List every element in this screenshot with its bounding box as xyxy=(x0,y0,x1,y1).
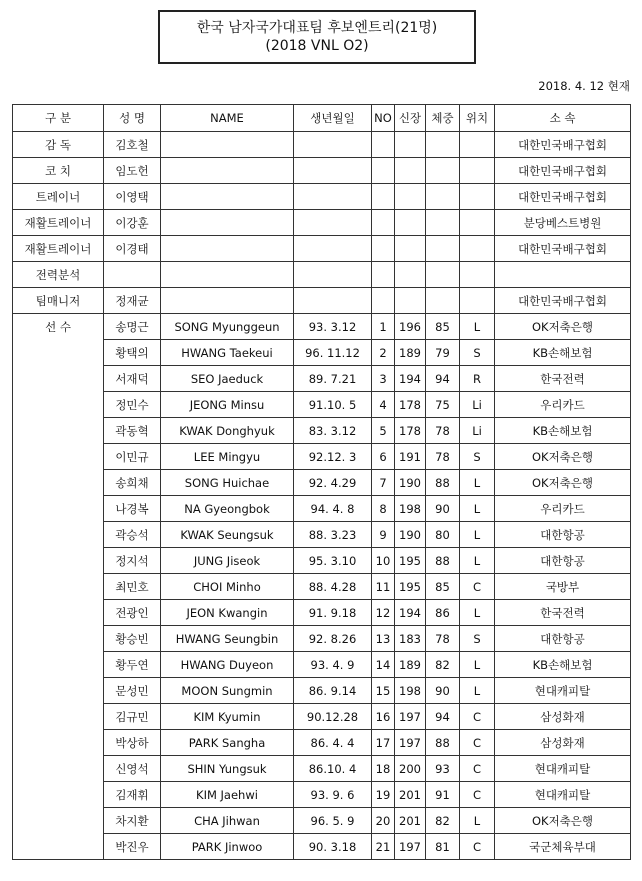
player-row xyxy=(13,314,631,340)
player-name: 황승빈 xyxy=(104,626,161,652)
empty-cell xyxy=(372,236,395,262)
player-dob: 95. 3.10 xyxy=(294,548,372,574)
empty-cell xyxy=(161,184,294,210)
header-category: 구 분 xyxy=(13,105,104,132)
player-weight: 85 xyxy=(426,314,460,340)
player-weight: 78 xyxy=(426,418,460,444)
player-number: 20 xyxy=(372,808,395,834)
player-dob: 94. 4. 8 xyxy=(294,496,372,522)
player-name-en: SHIN Yungsuk xyxy=(161,756,294,782)
player-name: 곽승석 xyxy=(104,522,161,548)
player-team: 삼성화재 xyxy=(495,730,631,756)
empty-cell xyxy=(395,236,426,262)
staff-team: 대한민국배구협회 xyxy=(495,236,631,262)
player-team: 한국전력 xyxy=(495,600,631,626)
staff-row xyxy=(13,158,631,184)
empty-cell xyxy=(372,158,395,184)
empty-cell xyxy=(426,184,460,210)
player-name-en: CHA Jihwan xyxy=(161,808,294,834)
player-name-en: CHOI Minho xyxy=(161,574,294,600)
staff-row xyxy=(13,236,631,262)
player-height: 183 xyxy=(395,626,426,652)
player-dob: 91.10. 5 xyxy=(294,392,372,418)
staff-name: 김호철 xyxy=(104,132,161,158)
empty-cell xyxy=(426,262,460,288)
player-team: OK저축은행 xyxy=(495,444,631,470)
player-category xyxy=(13,600,104,626)
empty-cell xyxy=(395,288,426,314)
player-row xyxy=(13,522,631,548)
player-position: L xyxy=(460,600,495,626)
player-name: 문성민 xyxy=(104,678,161,704)
empty-cell xyxy=(161,132,294,158)
player-position: C xyxy=(460,730,495,756)
player-name-en: JEONG Minsu xyxy=(161,392,294,418)
player-row xyxy=(13,626,631,652)
player-category xyxy=(13,470,104,496)
player-category xyxy=(13,340,104,366)
player-category xyxy=(13,496,104,522)
player-weight: 88 xyxy=(426,730,460,756)
player-team: KB손해보험 xyxy=(495,418,631,444)
player-name: 김재휘 xyxy=(104,782,161,808)
player-dob: 86. 9.14 xyxy=(294,678,372,704)
player-row xyxy=(13,756,631,782)
player-category xyxy=(13,678,104,704)
staff-row xyxy=(13,262,631,288)
player-weight: 78 xyxy=(426,626,460,652)
player-position: C xyxy=(460,574,495,600)
player-position: L xyxy=(460,652,495,678)
player-category xyxy=(13,652,104,678)
player-number: 1 xyxy=(372,314,395,340)
player-weight: 90 xyxy=(426,678,460,704)
empty-cell xyxy=(294,236,372,262)
player-number: 10 xyxy=(372,548,395,574)
player-position: L xyxy=(460,548,495,574)
player-name-en: SONG Myunggeun xyxy=(161,314,294,340)
player-dob: 88. 3.23 xyxy=(294,522,372,548)
player-height: 189 xyxy=(395,340,426,366)
player-weight: 75 xyxy=(426,392,460,418)
player-name: 박진우 xyxy=(104,834,161,860)
player-row xyxy=(13,548,631,574)
player-category xyxy=(13,366,104,392)
staff-name: 이경태 xyxy=(104,236,161,262)
empty-cell xyxy=(372,210,395,236)
player-name-en: KIM Jaehwi xyxy=(161,782,294,808)
player-position: C xyxy=(460,756,495,782)
player-name-en: KWAK Seungsuk xyxy=(161,522,294,548)
player-name-en: HWANG Taekeui xyxy=(161,340,294,366)
document-title-box xyxy=(158,10,476,64)
player-name-en: KWAK Donghyuk xyxy=(161,418,294,444)
player-category xyxy=(13,444,104,470)
player-dob: 90. 3.18 xyxy=(294,834,372,860)
player-team: 대한항공 xyxy=(495,522,631,548)
player-number: 12 xyxy=(372,600,395,626)
player-team: 국군체육부대 xyxy=(495,834,631,860)
player-position: L xyxy=(460,678,495,704)
player-team: 현대캐피탈 xyxy=(495,782,631,808)
empty-cell xyxy=(395,262,426,288)
player-name: 정지석 xyxy=(104,548,161,574)
empty-cell xyxy=(161,262,294,288)
player-name-en: LEE Mingyu xyxy=(161,444,294,470)
player-dob: 83. 3.12 xyxy=(294,418,372,444)
staff-role: 재활트레이너 xyxy=(13,210,104,236)
staff-name xyxy=(104,262,161,288)
empty-cell xyxy=(460,132,495,158)
empty-cell xyxy=(395,184,426,210)
player-category: 선 수 xyxy=(13,314,104,340)
player-weight: 79 xyxy=(426,340,460,366)
header-height: 신장 xyxy=(395,105,426,132)
player-name-en: HWANG Duyeon xyxy=(161,652,294,678)
player-row xyxy=(13,782,631,808)
table-header-row xyxy=(13,105,631,132)
player-height: 201 xyxy=(395,782,426,808)
player-weight: 78 xyxy=(426,444,460,470)
player-row xyxy=(13,366,631,392)
player-number: 18 xyxy=(372,756,395,782)
staff-row xyxy=(13,288,631,314)
player-position: L xyxy=(460,496,495,522)
player-row xyxy=(13,496,631,522)
player-name: 곽동혁 xyxy=(104,418,161,444)
staff-team: 대한민국배구협회 xyxy=(495,132,631,158)
empty-cell xyxy=(395,210,426,236)
player-weight: 91 xyxy=(426,782,460,808)
player-team: 국방부 xyxy=(495,574,631,600)
player-name-en: PARK Sangha xyxy=(161,730,294,756)
player-height: 191 xyxy=(395,444,426,470)
player-dob: 92. 8.26 xyxy=(294,626,372,652)
player-dob: 96. 11.12 xyxy=(294,340,372,366)
player-category xyxy=(13,548,104,574)
player-name-en: JEON Kwangin xyxy=(161,600,294,626)
player-dob: 92. 4.29 xyxy=(294,470,372,496)
player-row xyxy=(13,392,631,418)
player-category xyxy=(13,704,104,730)
header-team: 소 속 xyxy=(495,105,631,132)
player-row xyxy=(13,652,631,678)
header-name-en: NAME xyxy=(161,105,294,132)
empty-cell xyxy=(161,158,294,184)
player-name-en: HWANG Seungbin xyxy=(161,626,294,652)
player-team: OK저축은행 xyxy=(495,808,631,834)
player-team: KB손해보험 xyxy=(495,652,631,678)
player-name: 박상하 xyxy=(104,730,161,756)
staff-role: 트레이너 xyxy=(13,184,104,210)
player-position: L xyxy=(460,808,495,834)
player-row xyxy=(13,600,631,626)
header-no: NO xyxy=(372,105,395,132)
player-number: 4 xyxy=(372,392,395,418)
player-position: L xyxy=(460,470,495,496)
player-name-en: KIM Kyumin xyxy=(161,704,294,730)
player-row xyxy=(13,808,631,834)
player-number: 6 xyxy=(372,444,395,470)
player-position: L xyxy=(460,314,495,340)
player-name: 서재덕 xyxy=(104,366,161,392)
roster-body xyxy=(13,105,631,860)
player-team: OK저축은행 xyxy=(495,470,631,496)
player-weight: 82 xyxy=(426,652,460,678)
empty-cell xyxy=(372,184,395,210)
player-height: 194 xyxy=(395,600,426,626)
empty-cell xyxy=(426,288,460,314)
staff-team xyxy=(495,262,631,288)
player-team: 대한항공 xyxy=(495,626,631,652)
player-height: 196 xyxy=(395,314,426,340)
player-height: 197 xyxy=(395,834,426,860)
player-name: 정민수 xyxy=(104,392,161,418)
player-height: 197 xyxy=(395,704,426,730)
player-height: 200 xyxy=(395,756,426,782)
header-dob: 생년월일 xyxy=(294,105,372,132)
player-number: 19 xyxy=(372,782,395,808)
empty-cell xyxy=(161,236,294,262)
player-name: 송명근 xyxy=(104,314,161,340)
player-team: 대한항공 xyxy=(495,548,631,574)
player-category xyxy=(13,574,104,600)
player-position: C xyxy=(460,782,495,808)
player-position: Li xyxy=(460,392,495,418)
empty-cell xyxy=(372,262,395,288)
as-of-date: 2018. 4. 12 현재 xyxy=(538,79,630,93)
player-dob: 93. 4. 9 xyxy=(294,652,372,678)
player-height: 190 xyxy=(395,522,426,548)
player-name-en: JUNG Jiseok xyxy=(161,548,294,574)
roster-table xyxy=(12,104,631,860)
player-number: 8 xyxy=(372,496,395,522)
empty-cell xyxy=(426,236,460,262)
empty-cell xyxy=(395,132,426,158)
player-dob: 92.12. 3 xyxy=(294,444,372,470)
player-team: 현대캐피탈 xyxy=(495,678,631,704)
player-number: 7 xyxy=(372,470,395,496)
player-row xyxy=(13,704,631,730)
document-subtitle: (2018 VNL O2) xyxy=(265,38,369,54)
empty-cell xyxy=(161,210,294,236)
empty-cell xyxy=(395,158,426,184)
player-name: 최민호 xyxy=(104,574,161,600)
staff-team: 대한민국배구협회 xyxy=(495,184,631,210)
player-weight: 85 xyxy=(426,574,460,600)
player-height: 197 xyxy=(395,730,426,756)
player-position: S xyxy=(460,340,495,366)
player-row xyxy=(13,678,631,704)
player-dob: 93. 3.12 xyxy=(294,314,372,340)
staff-row xyxy=(13,210,631,236)
empty-cell xyxy=(460,236,495,262)
player-position: R xyxy=(460,366,495,392)
player-category xyxy=(13,756,104,782)
staff-role: 감 독 xyxy=(13,132,104,158)
player-name: 신영석 xyxy=(104,756,161,782)
player-name: 김규민 xyxy=(104,704,161,730)
player-dob: 89. 7.21 xyxy=(294,366,372,392)
player-position: S xyxy=(460,444,495,470)
empty-cell xyxy=(294,184,372,210)
player-position: Li xyxy=(460,418,495,444)
player-position: L xyxy=(460,522,495,548)
player-number: 14 xyxy=(372,652,395,678)
player-weight: 94 xyxy=(426,366,460,392)
empty-cell xyxy=(460,184,495,210)
player-name: 차지환 xyxy=(104,808,161,834)
player-dob: 88. 4.28 xyxy=(294,574,372,600)
player-height: 198 xyxy=(395,678,426,704)
player-team: 현대캐피탈 xyxy=(495,756,631,782)
player-height: 178 xyxy=(395,392,426,418)
staff-row xyxy=(13,132,631,158)
player-row xyxy=(13,444,631,470)
player-number: 3 xyxy=(372,366,395,392)
player-team: 우리카드 xyxy=(495,496,631,522)
player-row xyxy=(13,340,631,366)
staff-row xyxy=(13,184,631,210)
player-weight: 88 xyxy=(426,470,460,496)
player-category xyxy=(13,834,104,860)
player-height: 190 xyxy=(395,470,426,496)
player-number: 11 xyxy=(372,574,395,600)
empty-cell xyxy=(460,288,495,314)
empty-cell xyxy=(294,132,372,158)
player-name: 나경복 xyxy=(104,496,161,522)
player-height: 195 xyxy=(395,574,426,600)
staff-team: 대한민국배구협회 xyxy=(495,288,631,314)
player-row xyxy=(13,730,631,756)
player-height: 194 xyxy=(395,366,426,392)
player-number: 21 xyxy=(372,834,395,860)
player-name: 전광인 xyxy=(104,600,161,626)
player-name: 황두연 xyxy=(104,652,161,678)
player-dob: 90.12.28 xyxy=(294,704,372,730)
player-name-en: PARK Jinwoo xyxy=(161,834,294,860)
staff-team: 분당베스트병원 xyxy=(495,210,631,236)
player-name: 송희채 xyxy=(104,470,161,496)
player-dob: 86.10. 4 xyxy=(294,756,372,782)
player-name-en: MOON Sungmin xyxy=(161,678,294,704)
staff-role: 전력분석 xyxy=(13,262,104,288)
player-position: C xyxy=(460,704,495,730)
player-height: 189 xyxy=(395,652,426,678)
player-name-en: SONG Huichae xyxy=(161,470,294,496)
player-row xyxy=(13,470,631,496)
player-weight: 93 xyxy=(426,756,460,782)
empty-cell xyxy=(294,262,372,288)
player-row xyxy=(13,418,631,444)
player-number: 13 xyxy=(372,626,395,652)
player-weight: 86 xyxy=(426,600,460,626)
player-number: 17 xyxy=(372,730,395,756)
empty-cell xyxy=(460,262,495,288)
player-name: 이민규 xyxy=(104,444,161,470)
player-team: OK저축은행 xyxy=(495,314,631,340)
player-position: C xyxy=(460,834,495,860)
empty-cell xyxy=(426,132,460,158)
staff-name: 이강훈 xyxy=(104,210,161,236)
staff-name: 이영택 xyxy=(104,184,161,210)
player-position: S xyxy=(460,626,495,652)
player-category xyxy=(13,782,104,808)
player-team: 삼성화재 xyxy=(495,704,631,730)
player-category xyxy=(13,522,104,548)
player-category xyxy=(13,808,104,834)
player-dob: 96. 5. 9 xyxy=(294,808,372,834)
staff-name: 정재균 xyxy=(104,288,161,314)
player-category xyxy=(13,730,104,756)
player-number: 16 xyxy=(372,704,395,730)
player-weight: 80 xyxy=(426,522,460,548)
empty-cell xyxy=(460,158,495,184)
staff-team: 대한민국배구협회 xyxy=(495,158,631,184)
staff-name: 임도헌 xyxy=(104,158,161,184)
header-position: 위치 xyxy=(460,105,495,132)
player-height: 201 xyxy=(395,808,426,834)
player-weight: 82 xyxy=(426,808,460,834)
player-number: 5 xyxy=(372,418,395,444)
header-name: 성 명 xyxy=(104,105,161,132)
player-number: 9 xyxy=(372,522,395,548)
player-dob: 91. 9.18 xyxy=(294,600,372,626)
player-team: 우리카드 xyxy=(495,392,631,418)
staff-role: 코 치 xyxy=(13,158,104,184)
document-title: 한국 남자국가대표팀 후보엔트리(21명) xyxy=(196,20,438,36)
player-row xyxy=(13,834,631,860)
player-team: 한국전력 xyxy=(495,366,631,392)
empty-cell xyxy=(426,158,460,184)
empty-cell xyxy=(460,210,495,236)
player-row xyxy=(13,574,631,600)
empty-cell xyxy=(294,210,372,236)
empty-cell xyxy=(294,288,372,314)
player-dob: 86. 4. 4 xyxy=(294,730,372,756)
player-number: 15 xyxy=(372,678,395,704)
empty-cell xyxy=(426,210,460,236)
player-category xyxy=(13,392,104,418)
staff-role: 재활트레이너 xyxy=(13,236,104,262)
empty-cell xyxy=(161,288,294,314)
player-name: 황택의 xyxy=(104,340,161,366)
player-height: 195 xyxy=(395,548,426,574)
player-dob: 93. 9. 6 xyxy=(294,782,372,808)
player-team: KB손해보험 xyxy=(495,340,631,366)
empty-cell xyxy=(294,158,372,184)
header-weight: 체중 xyxy=(426,105,460,132)
player-weight: 88 xyxy=(426,548,460,574)
player-name-en: NA Gyeongbok xyxy=(161,496,294,522)
player-name-en: SEO Jaeduck xyxy=(161,366,294,392)
player-number: 2 xyxy=(372,340,395,366)
empty-cell xyxy=(372,132,395,158)
player-weight: 94 xyxy=(426,704,460,730)
player-height: 198 xyxy=(395,496,426,522)
player-weight: 81 xyxy=(426,834,460,860)
player-height: 178 xyxy=(395,418,426,444)
staff-role: 팀매니저 xyxy=(13,288,104,314)
player-weight: 90 xyxy=(426,496,460,522)
empty-cell xyxy=(372,288,395,314)
player-category xyxy=(13,626,104,652)
player-category xyxy=(13,418,104,444)
